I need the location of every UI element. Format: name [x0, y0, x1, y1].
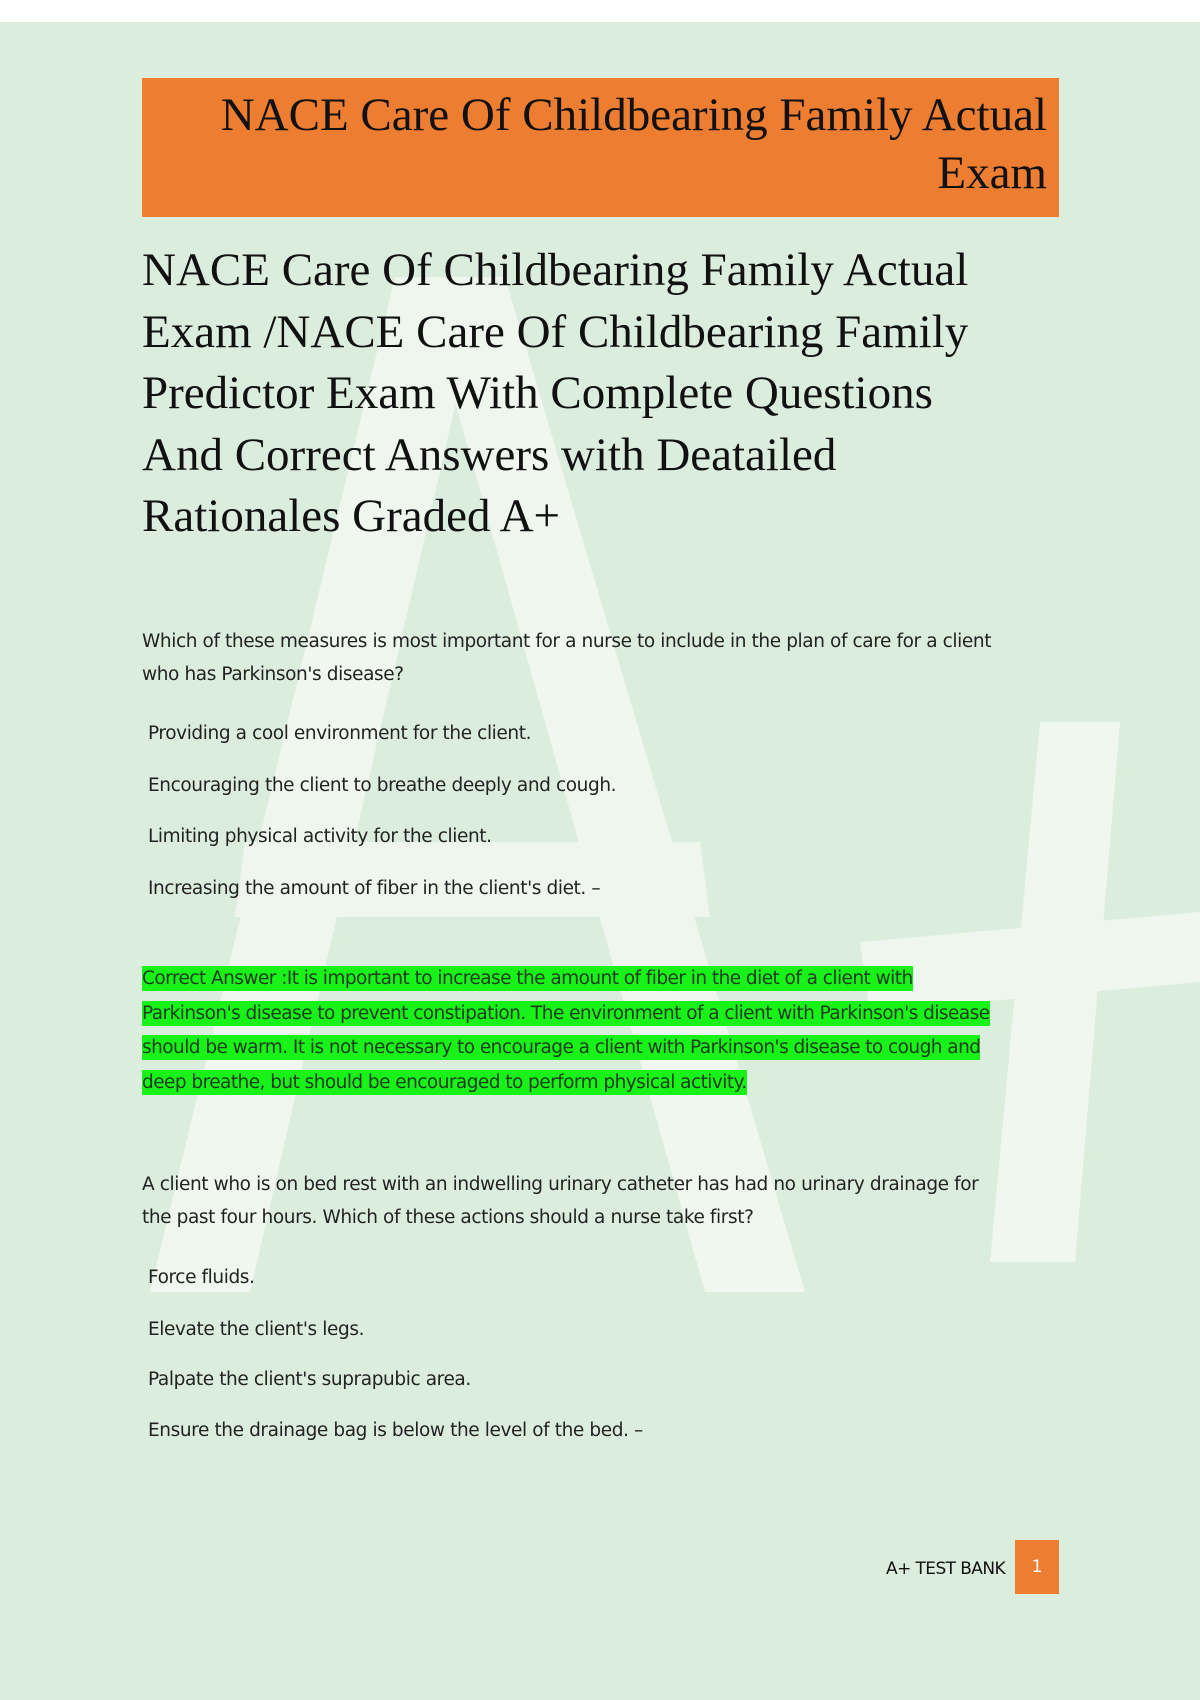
question-1-correct-answer: [142, 962, 1062, 1100]
document-page: [0, 22, 1200, 1700]
title-line: Rationales Graded A+: [142, 490, 561, 542]
answer-line: Correct Answer :It is important to increase the amount of fiber in the diet of a client with: [142, 968, 913, 989]
header-banner: [142, 78, 1059, 217]
title-line: Predictor Exam With Complete Questions: [142, 367, 933, 419]
answer-line: deep breathe, but should be encouraged to perform physical activity.: [142, 1071, 747, 1093]
header-title-line-2: Exam: [937, 147, 1047, 199]
question-stem-line: A client who is on bed rest with an indwelling urinary catheter has had no urinary drainage for: [142, 1174, 979, 1195]
header-title-line-1: NACE Care Of Childbearing Family Actual: [220, 89, 1047, 141]
answer-line: Parkinson's disease to prevent constipation. The environment of a client with Parkinson's disease: [142, 1002, 990, 1024]
question-stem-line: Which of these measures is most important for a nurse to include in the plan of care for a client: [142, 631, 992, 652]
question-stem-line: who has Parkinson's disease?: [142, 664, 404, 685]
question-1-option-a: Providing a cool environment for the client.: [148, 723, 532, 744]
question-2-option-a: Force fluids.: [148, 1267, 255, 1288]
answer-line: should be warm. It is not necessary to encourage a client with Parkinson's disease to cough and: [142, 1037, 981, 1058]
title-line: And Correct Answers with Deatailed: [142, 428, 837, 481]
document-title: [142, 240, 1022, 548]
question-2-stem: [142, 1168, 1062, 1234]
question-1-option-d: Increasing the amount of fiber in the client's diet. –: [148, 878, 601, 899]
question-2-option-c: Palpate the client's suprapubic area.: [148, 1369, 471, 1390]
footer-label: A+ TEST BANK: [886, 1559, 1005, 1579]
question-1-stem: [142, 625, 1062, 691]
question-2-option-d: Ensure the drainage bag is below the level of the bed. –: [148, 1420, 643, 1441]
page-number: 1: [1031, 1557, 1043, 1577]
question-stem-line: the past four hours. Which of these actions should a nurse take first?: [142, 1207, 754, 1228]
question-1-option-b: Encouraging the client to breathe deeply and cough.: [148, 775, 617, 796]
question-2-option-b: Elevate the client's legs.: [148, 1319, 365, 1340]
title-line: Exam /NACE Care Of Childbearing Family: [142, 305, 969, 358]
title-line: NACE Care Of Childbearing Family Actual: [142, 244, 969, 296]
question-1-option-c: Limiting physical activity for the client.: [148, 826, 492, 847]
page-number-badge: [1015, 1540, 1059, 1594]
